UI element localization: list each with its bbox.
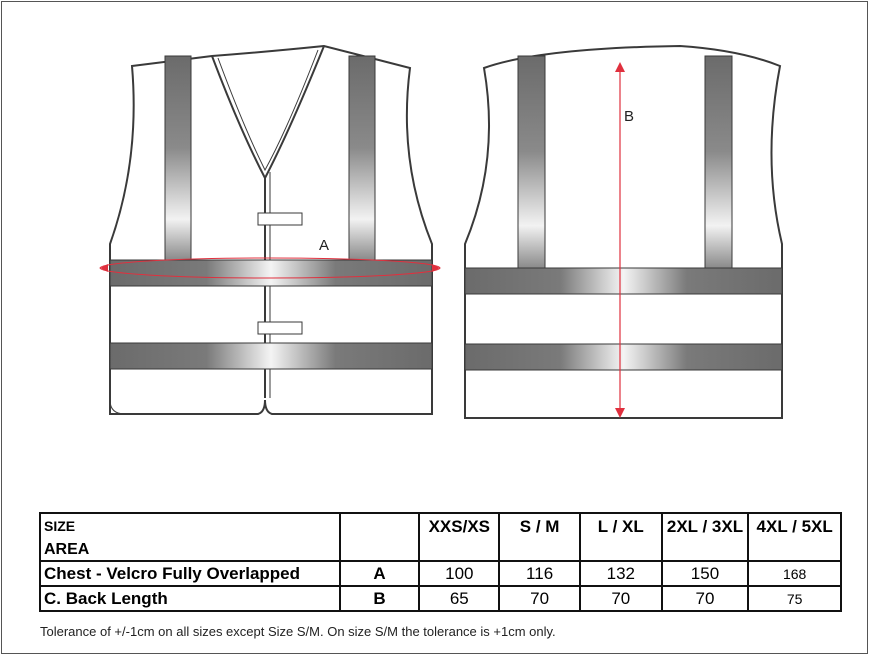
back-left-strip: [518, 56, 545, 268]
table-cell: 150: [662, 561, 749, 586]
row-code: B: [340, 586, 420, 611]
back-upper-strip: [465, 268, 782, 294]
front-right-strip: [349, 56, 375, 260]
back-right-strip: [705, 56, 732, 268]
size-header-cell: XXS/XS: [419, 513, 499, 561]
back-length-label: B: [624, 108, 635, 125]
table-cell: 75: [748, 586, 841, 611]
front-vest: [100, 46, 440, 414]
size-area-header: [40, 513, 340, 561]
front-upper-strip: [110, 260, 432, 286]
table-row: [40, 586, 841, 611]
size-header-cell: 2XL / 3XL: [662, 513, 749, 561]
table-cell: 132: [580, 561, 662, 586]
table-cell: 168: [748, 561, 841, 586]
back-lower-strip: [465, 344, 782, 370]
row-code: A: [340, 561, 420, 586]
size-chart-table: [39, 512, 842, 612]
table-header-row: [40, 513, 841, 561]
front-left-strip: [165, 56, 191, 260]
table-cell: 70: [662, 586, 749, 611]
size-header-cell: L / XL: [580, 513, 662, 561]
chest-label: A: [319, 237, 330, 254]
area-header-label: AREA: [44, 541, 90, 558]
size-header-label: SIZE: [44, 518, 76, 534]
front-lower-strip: [110, 343, 432, 369]
table-cell: 70: [580, 586, 662, 611]
row-label: C. Back Length: [40, 586, 340, 611]
row-label: Chest - Velcro Fully Overlapped: [40, 561, 340, 586]
table-row: [40, 561, 841, 586]
table-cell: 116: [499, 561, 580, 586]
code-header-cell: [340, 513, 420, 561]
size-header-cell: 4XL / 5XL: [748, 513, 841, 561]
table-cell: 65: [419, 586, 499, 611]
back-vest: [465, 46, 782, 418]
table-cell: 70: [499, 586, 580, 611]
size-header-cell: S / M: [499, 513, 580, 561]
table-cell: 100: [419, 561, 499, 586]
tolerance-note: Tolerance of +/-1cm on all sizes except Size S/M. On size S/M the tolerance is +1cm only.: [40, 624, 556, 639]
